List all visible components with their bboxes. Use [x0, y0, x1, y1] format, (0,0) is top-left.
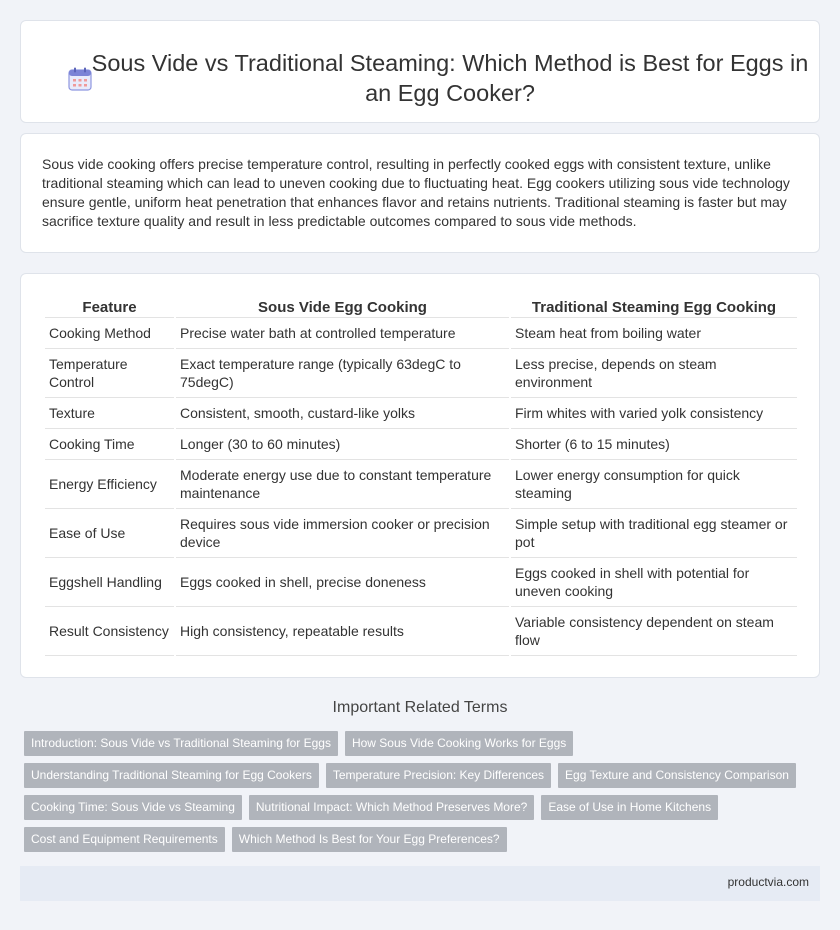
column-header-feature: Feature: [45, 298, 174, 318]
table-row: [45, 607, 797, 656]
related-term-link[interactable]: Cost and Equipment Requirements: [24, 827, 225, 852]
table-cell-sous-vide: Moderate energy use due to constant temperature maintenance: [176, 460, 509, 509]
table-cell-sous-vide: Longer (30 to 60 minutes): [176, 429, 509, 460]
related-term-link[interactable]: Which Method Is Best for Your Egg Preferences?: [232, 827, 507, 852]
table-cell-feature: Texture: [45, 398, 174, 429]
table-row: [45, 429, 797, 460]
table-cell-feature: Energy Efficiency: [45, 460, 174, 509]
related-term-link[interactable]: Nutritional Impact: Which Method Preserves More?: [249, 795, 534, 820]
related-term-link[interactable]: Introduction: Sous Vide vs Traditional Steaming for Eggs: [24, 731, 338, 756]
related-term-link[interactable]: Cooking Time: Sous Vide vs Steaming: [24, 795, 242, 820]
table-row: [45, 558, 797, 607]
related-term-link[interactable]: How Sous Vide Cooking Works for Eggs: [345, 731, 573, 756]
related-terms-heading: Important Related Terms: [332, 699, 508, 716]
table-cell-steaming: Lower energy consumption for quick steaming: [511, 460, 797, 509]
comparison-table-card: [20, 273, 820, 678]
table-cell-feature: Cooking Method: [45, 318, 174, 349]
related-term-link[interactable]: Ease of Use in Home Kitchens: [541, 795, 718, 820]
title-card: [20, 20, 820, 123]
table-cell-sous-vide: Exact temperature range (typically 63degC to 75degC): [176, 349, 509, 398]
intro-card: [20, 133, 820, 253]
table-cell-sous-vide: Eggs cooked in shell, precise doneness: [176, 558, 509, 607]
table-cell-steaming: Steam heat from boiling water: [511, 318, 797, 349]
footer: [20, 866, 820, 901]
table-cell-feature: Result Consistency: [45, 607, 174, 656]
table-row: [45, 318, 797, 349]
table-cell-steaming: Less precise, depends on steam environment: [511, 349, 797, 398]
table-cell-sous-vide: High consistency, repeatable results: [176, 607, 509, 656]
table-cell-feature: Eggshell Handling: [45, 558, 174, 607]
table-row: [45, 398, 797, 429]
table-cell-steaming: Variable consistency dependent on steam flow: [511, 607, 797, 656]
related-term-link[interactable]: Egg Texture and Consistency Comparison: [558, 763, 796, 788]
table-cell-steaming: Eggs cooked in shell with potential for uneven cooking: [511, 558, 797, 607]
table-row: [45, 509, 797, 558]
related-term-link[interactable]: Temperature Precision: Key Differences: [326, 763, 551, 788]
related-term-link[interactable]: Understanding Traditional Steaming for Egg Cookers: [24, 763, 319, 788]
table-cell-feature: Ease of Use: [45, 509, 174, 558]
table-cell-steaming: Firm whites with varied yolk consistency: [511, 398, 797, 429]
intro-paragraph: Sous vide cooking offers precise temperature control, resulting in perfectly cooked eggs with consistent texture, unlike traditional steaming which can lead to uneven cooking due to fluctuating heat. Egg cookers utilizing sous vide technology ensure gentle, uniform heat penetration that enhances flavor and retains nutrients. Traditional steaming is faster but may sacrifice texture quality and result in less predictable outcomes compared to sous vide methods.: [42, 156, 790, 229]
table-cell-feature: Cooking Time: [45, 429, 174, 460]
table-header-row: [45, 298, 797, 318]
table-cell-sous-vide: Requires sous vide immersion cooker or precision device: [176, 509, 509, 558]
related-terms-list: [24, 731, 814, 859]
page-title: Sous Vide vs Traditional Steaming: Which Method is Best for Eggs in an Egg Cooker?: [91, 50, 809, 106]
column-header-steaming: Traditional Steaming Egg Cooking: [511, 298, 797, 318]
table-cell-sous-vide: Consistent, smooth, custard-like yolks: [176, 398, 509, 429]
table-cell-sous-vide: Precise water bath at controlled temperature: [176, 318, 509, 349]
comparison-table: [43, 298, 799, 656]
footer-site-link[interactable]: productvia.com: [727, 875, 809, 889]
table-row: [45, 460, 797, 509]
table-cell-steaming: Simple setup with traditional egg steamer or pot: [511, 509, 797, 558]
column-header-sous-vide: Sous Vide Egg Cooking: [176, 298, 509, 318]
table-cell-feature: Temperature Control: [45, 349, 174, 398]
table-cell-steaming: Shorter (6 to 15 minutes): [511, 429, 797, 460]
table-row: [45, 349, 797, 398]
